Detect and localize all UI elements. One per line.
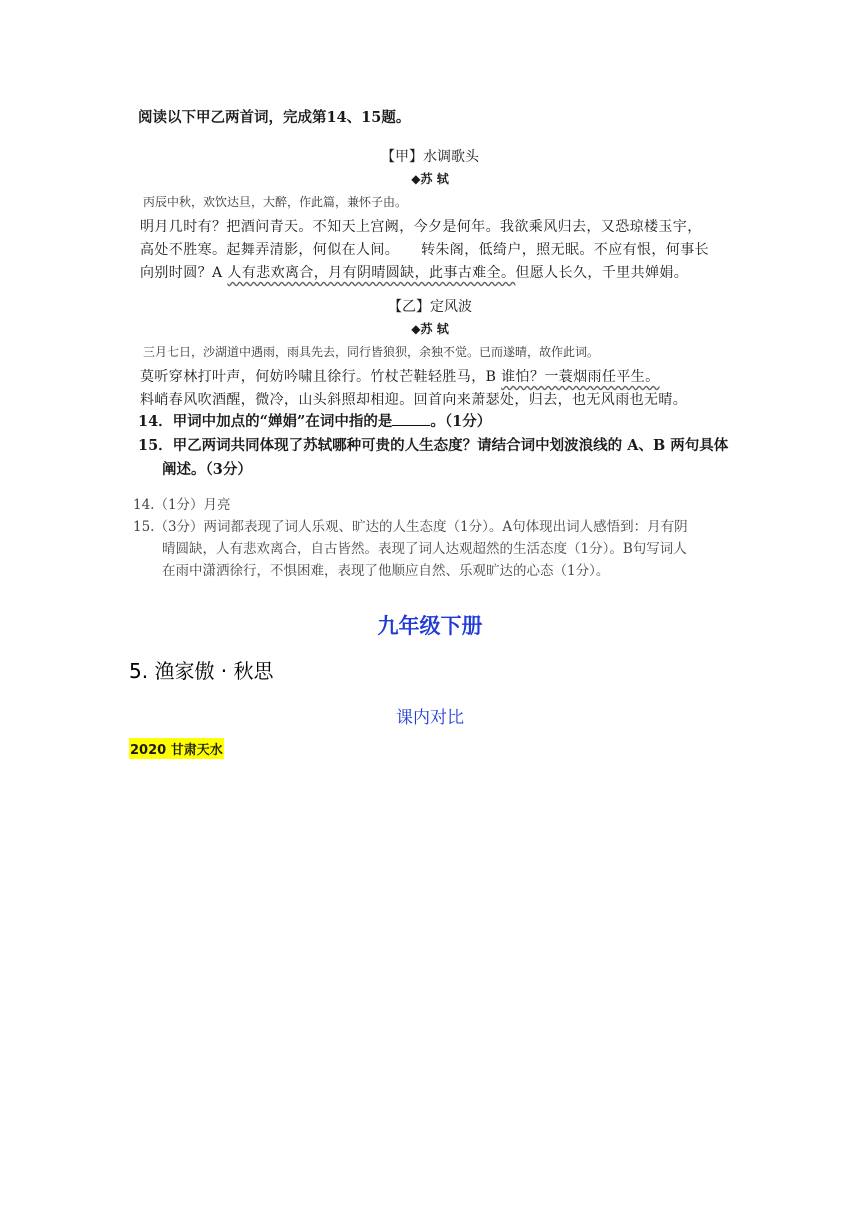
question-14 — [138, 410, 491, 431]
answer-15-line-2: 晴圆缺，人有悲欢离合，自古皆然。表现了词人达观超然的生活态度（1分）。B句写词人 — [162, 541, 687, 557]
question-15-line-2: 阐述。（3分） — [162, 461, 252, 478]
question-15-line-1: 15．甲乙两词共同体现了苏轼哪种可贵的人生态度？请结合词中划波浪线的 A、B 两句具体 — [138, 437, 729, 454]
poem-a-line-1: 明月几时有？把酒问青天。不知天上宫阙，今夕是何年。我欲乘风归去，又恐琼楼玉宇， — [140, 219, 702, 235]
poem-b-line-1-start: 莫听穿林打叶声，何妨吟啸且徐行。竹杖芒鞋轻胜马，B — [140, 369, 502, 385]
poem-b-preface: 三月七日，沙湖道中遇雨，雨具先去，同行皆狼狈，余独不觉。已而遂晴，故作此词。 — [143, 345, 600, 359]
lesson-title: 5. 渔家傲 · 秋思 — [129, 659, 274, 683]
section-title: 九年级下册 — [377, 614, 483, 638]
poem-b-author: ◆苏 轼 — [411, 322, 449, 336]
compare-label: 课内对比 — [396, 708, 464, 728]
poem-a-line-3-start: 向别时圆？A — [140, 265, 228, 281]
poem-a-line-2: 高处不胜寒。起舞弄清影，何似在人间。 转朱阁，低绮户，照无眠。不应有恨，何事长 — [140, 242, 709, 258]
poem-b-line-2: 料峭春风吹酒醒，微冷，山头斜照却相迎。回首向来萧瑟处，归去，也无风雨也无晴。 — [140, 392, 688, 408]
answer-15-line-1: 15.（3分）两词都表现了词人乐观、旷达的人生态度（1分）。A句体现出词人感悟到：月有阴 — [133, 519, 688, 535]
poem-a-line-3 — [140, 262, 688, 282]
wavy-line-a: 人有悲欢离合，月有阴晴圆缺，此事古难全。 — [227, 265, 516, 281]
poem-a-preface: 丙辰中秋，欢饮达旦，大醉，作此篇，兼怀子由。 — [143, 195, 408, 209]
question-14-text: 14．甲词中加点的“婵娟”在词中指的是 — [138, 413, 393, 430]
reading-instruction: 阅读以下甲乙两首词，完成第14、15题。 — [138, 109, 411, 126]
poem-a-title: 【甲】水调歌头 — [381, 149, 479, 165]
poem-b-title: 【乙】定风波 — [388, 299, 472, 315]
poem-a-line-3-end: 但愿人长久，千里共婵娟。 — [515, 265, 689, 281]
source-tag: 2020 甘肃天水 — [129, 738, 224, 759]
answer-14: 14.（1分）月亮 — [133, 497, 231, 513]
wavy-line-b: 谁怕？一蓑烟雨任平生。 — [501, 369, 660, 385]
answer-15-line-3: 在雨中潇洒徐行，不惧困难，表现了他顺应自然、乐观旷达的心态（1分）。 — [162, 563, 610, 579]
poem-a-author: ◆苏 轼 — [411, 172, 449, 186]
question-14-score: 。（1分） — [430, 413, 492, 430]
answer-blank — [392, 413, 430, 426]
poem-b-line-1 — [140, 366, 660, 386]
